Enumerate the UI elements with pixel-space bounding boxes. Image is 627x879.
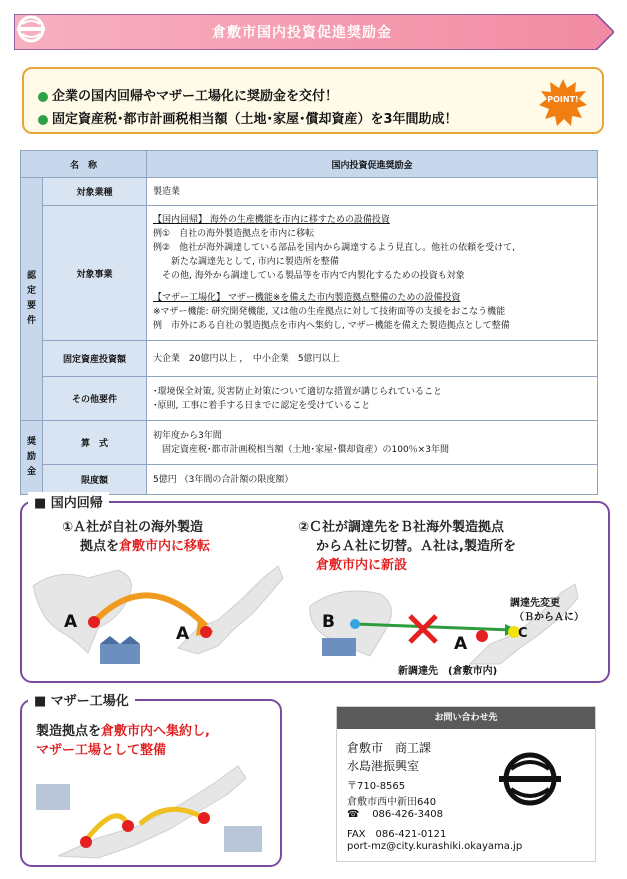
- table-row: [21, 206, 598, 341]
- location-marker: [198, 812, 210, 824]
- table-row: [21, 421, 598, 465]
- location-marker: [122, 820, 134, 832]
- location-marker: [350, 619, 360, 629]
- row-label: その他要件: [43, 377, 147, 421]
- location-marker: [476, 630, 488, 642]
- location-marker: [200, 626, 212, 638]
- mother-caption: 製造拠点を倉敷市内へ集約し, マザー工場として整備: [36, 724, 210, 758]
- robot-arm-icon: [36, 784, 70, 810]
- new-supplier-label: 新調達先 (倉敷市内): [398, 666, 498, 677]
- asia-map-shape: [33, 570, 131, 653]
- contact-address: 倉敷市西中新田640: [347, 797, 437, 808]
- section-title: ■ マザー工場化: [28, 690, 135, 709]
- change-note: （ＢからＡに）: [514, 612, 584, 623]
- contact-box: [336, 706, 596, 862]
- shoreikin-label: 奨 励 金: [21, 421, 43, 495]
- row-value: 初年度から3年間 固定資産税･都市計画税相当額（土地･家屋･償却資産）の100％×3年間: [147, 421, 598, 465]
- table-row: [21, 178, 598, 206]
- factory-icon: [322, 638, 356, 656]
- robot-arm-icon: [224, 826, 262, 852]
- page-title: 倉敷市国内投資促進奨励金: [212, 25, 392, 41]
- table-head-value: 国内投資促進奨励金: [147, 151, 598, 178]
- row-value-project: 【国内回帰】 海外の生産機能を市内に移すための設備投資 例① 自社の海外製造拠点を市内に移転 例② 他社が海外調達している部品を国内から調達するよう見直し。他社の依頼を受けて, 新たな調達先として, 市内に製造所を整備 その他, 海外から調達している製品等を市内で内製化するための投資も対象 【マザー工場化】 マザー機能※を備えた市内製造拠点整備のための設備投資 ※マザー機能: 研究開発機能, 又は他の生産拠点に対して技術面等の支援をおこなう機能 例 市外にある自社の製造拠点を市内へ集約し, マザー機能を備えた製造拠点として整備: [147, 206, 598, 341]
- row-label: 対象事業: [43, 206, 147, 341]
- mother-map-illustration: [28, 760, 278, 864]
- row-value: 5億円 （3年間の合計額の限度額）: [147, 465, 598, 495]
- row-label: 限度額: [43, 465, 147, 495]
- row-value: ･環境保全対策, 災害防止対策について適切な措置が講じられていること ･原則, 工事に着手する日までに認定を受けていること: [147, 377, 598, 421]
- row-label: 算 式: [43, 421, 147, 465]
- factory-icon: [100, 644, 140, 664]
- contact-email[interactable]: port-mz@city.kurashiki.okayama.jp: [347, 841, 523, 852]
- contact-org: 倉敷市 商工課: [347, 741, 432, 755]
- row-label: 対象業種: [43, 178, 147, 206]
- japan-map-shape: [178, 566, 283, 654]
- section-title: ■ 国内回帰: [28, 492, 109, 511]
- company-b-label: B: [322, 612, 335, 632]
- case2-map-illustration: [300, 576, 600, 676]
- table-row: [21, 151, 598, 178]
- summary-box: [22, 67, 604, 134]
- company-c-label: C: [518, 626, 528, 641]
- nintei-label: 認 定 要 件: [21, 178, 43, 421]
- green-bullet-icon: [38, 115, 48, 125]
- city-emblem-icon: [14, 14, 48, 44]
- summary-line-1: 企業の国内回帰やマザー工場化に奨励金を交付！: [38, 85, 338, 104]
- change-note: 調達先変更: [510, 598, 560, 609]
- case1-caption: ①Ａ社が自社の海外製造 拠点を倉敷市内に移転: [62, 520, 211, 554]
- table-row: [21, 377, 598, 421]
- contact-tel: ☎ 086-426-3408: [347, 809, 444, 820]
- contact-fax: FAX 086-421-0121: [347, 829, 447, 840]
- row-value: 大企業 20億円以上 ， 中小企業 5億円以上: [147, 341, 598, 377]
- location-marker: [80, 836, 92, 848]
- city-emblem-icon: [495, 749, 565, 809]
- table-row: [21, 465, 598, 495]
- header-banner: [14, 14, 614, 50]
- phone-icon: ☎: [347, 809, 360, 820]
- case2-caption: ②Ｃ社が調達先をＢ社海外製造拠点 からＡ社に切替。Ａ社は,製造所を 倉敷市内に新設: [298, 520, 516, 573]
- location-marker: [88, 616, 100, 628]
- contact-org: 水島港振興室: [347, 759, 420, 773]
- company-a-label: A: [454, 634, 468, 654]
- row-value: 製造業: [147, 178, 598, 206]
- summary-line-2: 固定資産税･都市計画税相当額（土地･家屋･償却資産）を3年間助成！: [38, 108, 458, 127]
- contact-header: お問い合わせ先: [337, 707, 595, 729]
- table-head-label: 名 称: [21, 151, 147, 178]
- row-label: 固定資産投資額: [43, 341, 147, 377]
- point-badge: POINT!: [538, 78, 588, 128]
- green-bullet-icon: [38, 92, 48, 102]
- company-a-label: A: [64, 612, 78, 632]
- table-row: [21, 341, 598, 377]
- contact-zip: 〒710-8565: [347, 781, 406, 792]
- incentive-table: [20, 150, 598, 495]
- company-a-label: A: [176, 624, 190, 644]
